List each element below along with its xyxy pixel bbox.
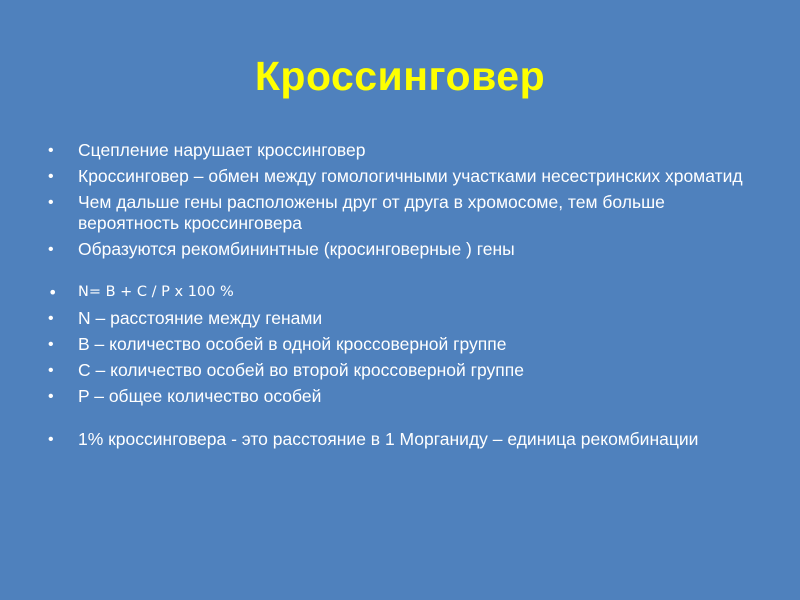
bullet-icon: • — [48, 431, 54, 448]
list-item-text: N – расстояние между генами — [78, 308, 323, 328]
list-item-text: Сцепление нарушает кроссинговер — [78, 140, 366, 160]
bullet-icon: • — [48, 142, 54, 159]
bullet-icon: • — [48, 283, 58, 302]
formula-item — [48, 282, 748, 303]
list-item — [48, 334, 748, 355]
bullet-icon: • — [48, 168, 54, 185]
list-item-text: Образуются рекомбининтные (кросинговерные ) гены — [78, 239, 515, 259]
list-item-text: Чем дальше гены расположены друг от друга в хромосоме, тем больше вероятность кроссинговера — [78, 192, 665, 233]
list-item — [48, 386, 748, 407]
bullet-icon: • — [48, 336, 54, 353]
list-item-text: Кроссинговер – обмен между гомологичными участками несестринских хроматид — [78, 166, 743, 186]
bullet-icon: • — [48, 310, 54, 327]
list-item — [48, 308, 748, 329]
list-item-text: 1% кроссинговера - это расстояние в 1 Морганиду – единица рекомбинации — [78, 429, 699, 449]
bullet-icon: • — [48, 362, 54, 379]
formula-text: N= B + C / P x 100 % — [78, 284, 234, 300]
list-item — [48, 360, 748, 381]
list-item-text: B – количество особей в одной кроссоверной группе — [78, 334, 507, 354]
list-item — [48, 166, 748, 187]
list-item — [48, 140, 748, 161]
bullet-icon: • — [48, 241, 54, 258]
slide-title: Кроссинговер — [254, 53, 546, 99]
list-item-text: P – общее количество особей — [78, 386, 322, 406]
list-item — [48, 192, 748, 234]
bullet-icon: • — [48, 388, 54, 405]
list-item-text: C – количество особей во второй кроссоверной группе — [78, 360, 524, 380]
bullet-icon: • — [48, 194, 54, 211]
bullet-list — [48, 140, 748, 455]
list-item — [48, 429, 748, 450]
list-item — [48, 239, 748, 260]
